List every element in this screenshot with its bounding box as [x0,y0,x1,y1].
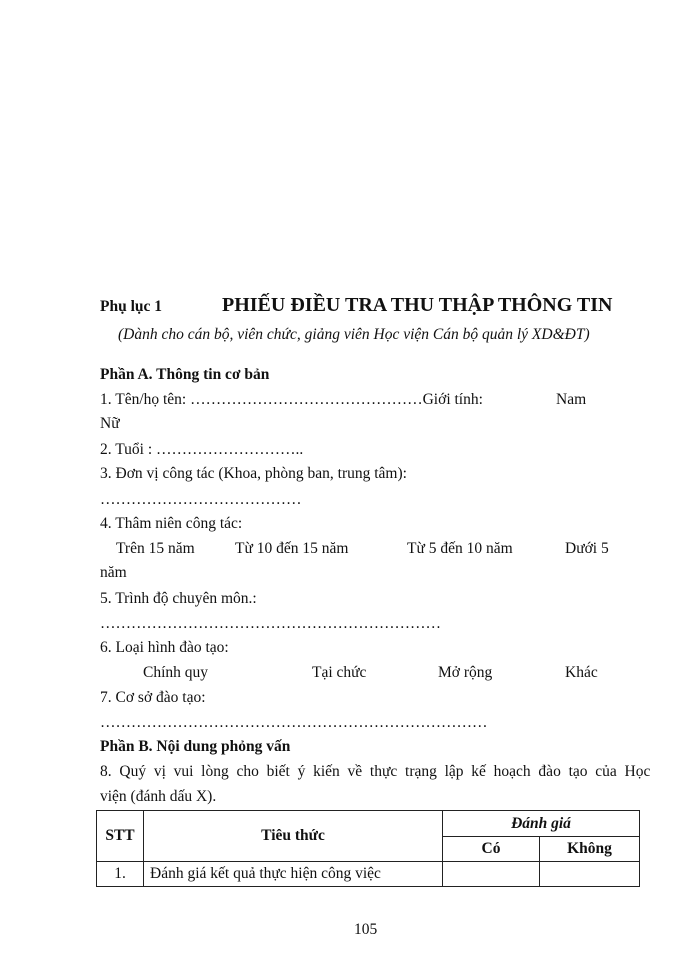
gender-option-female[interactable]: Nữ [100,415,120,432]
col-header-no: Không [540,837,640,862]
page-number: 105 [354,921,378,938]
q8-line1: 8. Quý vị vui lòng cho biết ý kiến về thực trạng lập kế hoạch đào tạo của Học [100,763,651,780]
col-header-stt: STT [97,811,144,862]
q8-line2: viện (đánh dấu X). [100,788,217,805]
seniority-option-1[interactable]: Trên 15 năm [116,540,195,557]
q7-institution: 7. Cơ sở đào tạo: [100,689,206,706]
row-stt: 1. [97,862,144,887]
assessment-table [96,810,640,887]
subtitle: (Dành cho cán bộ, viên chức, giảng viên Học viện Cán bộ quản lý XD&ĐT) [118,326,590,343]
seniority-option-4-wrap: năm [100,564,127,581]
col-header-yes: Có [443,837,540,862]
appendix-label: Phụ lục 1 [100,298,163,315]
training-option-1[interactable]: Chính quy [143,664,209,681]
q5-qualification: 5. Trình độ chuyên môn.: [100,590,257,607]
training-option-3[interactable]: Mở rộng [438,664,493,681]
col-header-criteria: Tiêu thức [144,811,443,862]
row-yes-cell[interactable] [443,862,540,887]
gender-option-male[interactable]: Nam [556,391,587,408]
q7-answer-line[interactable]: ………………………………………………………………… [100,714,488,731]
row-criteria: Đánh giá kết quả thực hiện công việc [144,862,443,887]
q6-training-type: 6. Loại hình đào tạo: [100,639,229,656]
row-no-cell[interactable] [540,862,640,887]
part-a-heading: Phần A. Thông tin cơ bản [100,366,270,383]
training-option-2[interactable]: Tại chức [312,664,367,681]
q4-seniority: 4. Thâm niên công tác: [100,515,243,532]
q3-unit: 3. Đơn vị công tác (Khoa, phòng ban, trung tâm): [100,465,407,482]
page-title: PHIẾU ĐIỀU TRA THU THẬP THÔNG TIN [222,294,613,316]
table-row [97,862,640,887]
col-header-evaluation: Đánh giá [443,811,640,837]
seniority-option-2[interactable]: Từ 10 đến 15 năm [235,540,349,557]
q5-answer-line[interactable]: ………………………………………………………… [100,615,441,632]
seniority-option-3[interactable]: Từ 5 đến 10 năm [407,540,513,557]
part-b-heading: Phần B. Nội dung phỏng vấn [100,738,291,755]
q1-name-gender: 1. Tên/họ tên: ………………………………………Giới tính: [100,391,483,408]
seniority-option-4[interactable]: Dưới 5 [565,540,609,557]
training-option-4[interactable]: Khác [565,664,598,681]
q2-age: 2. Tuổi : ……………………….. [100,441,304,458]
q3-answer-line[interactable]: ………………………………… [100,491,302,508]
